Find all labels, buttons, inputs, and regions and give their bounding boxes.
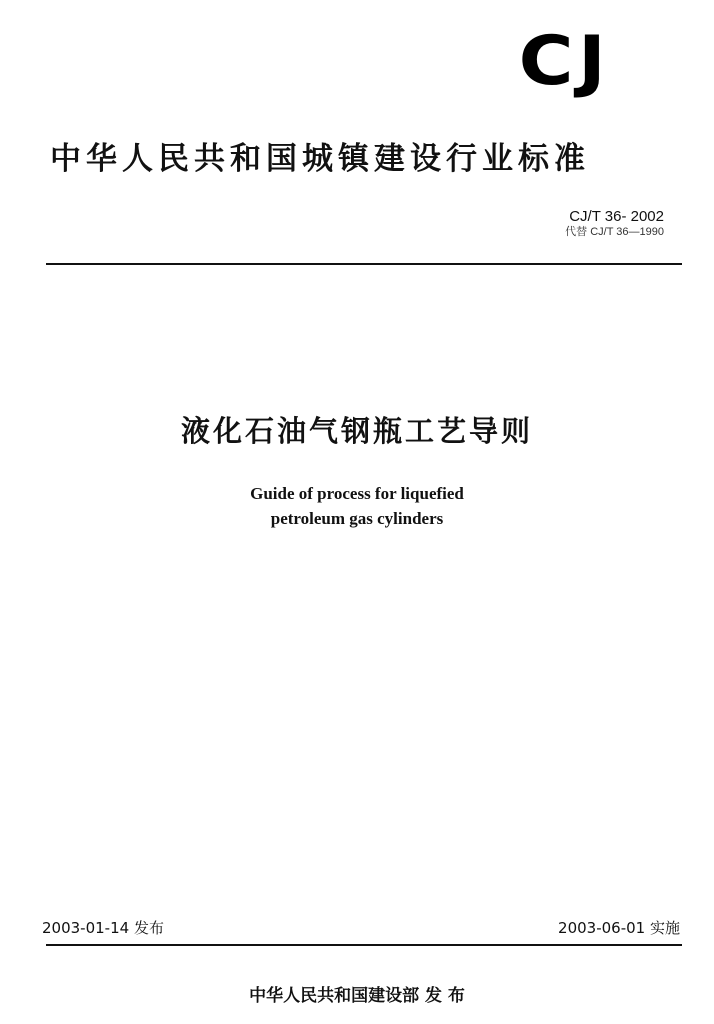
document-title-english-line-1: Guide of process for liquefied <box>250 484 464 503</box>
publisher: 中华人民共和国建设部 发 布 <box>249 986 465 1006</box>
implementation-date: 2003-06-01 实施 <box>558 919 680 937</box>
document-title-chinese: 液化石油气钢瓶工艺导则 <box>180 414 533 448</box>
standard-number: CJ/T 36- 2002 <box>569 208 664 225</box>
document-title-english-line-2: petroleum gas cylinders <box>270 509 444 528</box>
document-title-english <box>0 481 714 531</box>
replaced-standard-note: 代替 CJ/T 36—1990 <box>565 226 664 238</box>
cj-logo: CJ <box>518 22 610 101</box>
bottom-divider <box>46 944 682 946</box>
issue-date: 2003-01-14 发布 <box>42 919 164 937</box>
top-divider <box>46 263 682 265</box>
standard-category-title: 中华人民共和国城镇建设行业标准 <box>50 141 590 177</box>
